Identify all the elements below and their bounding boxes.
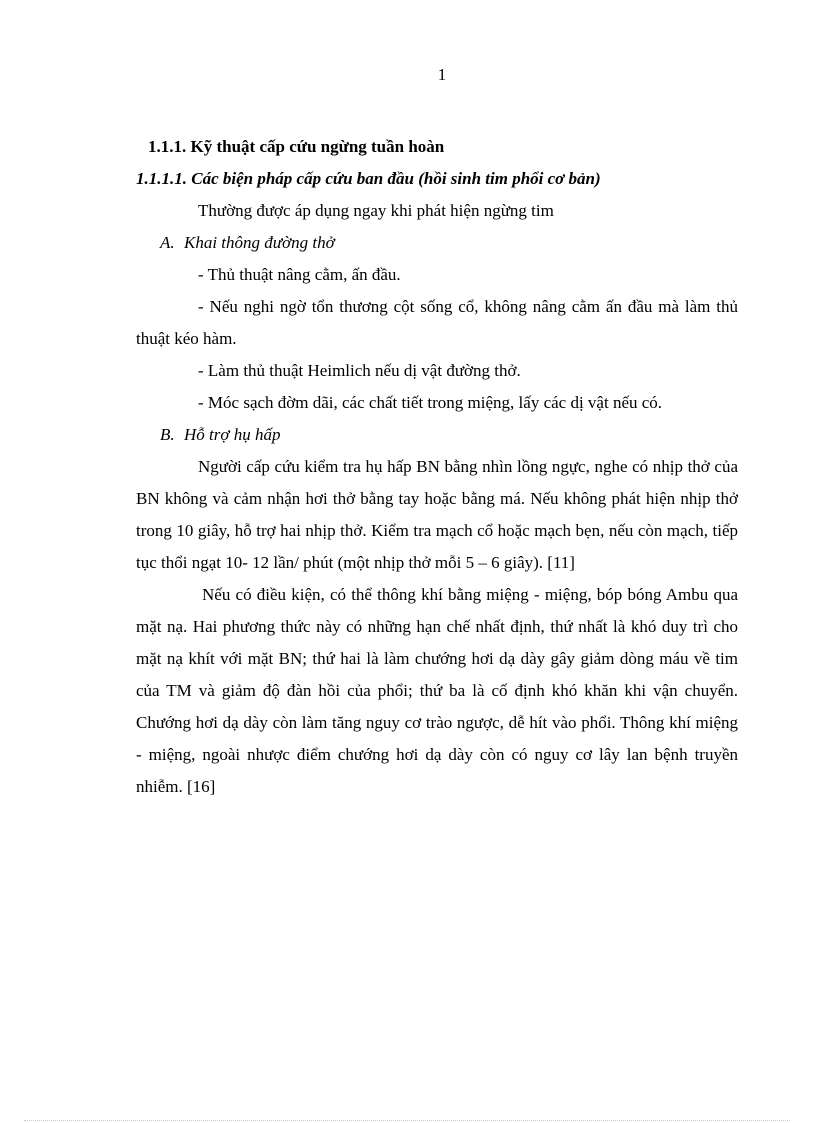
page-content: [136, 131, 738, 803]
page-number: 1: [437, 65, 447, 84]
subsection-heading: 1.1.1.1. Các biện pháp cấp cứu ban đầu (hồi sinh tim phổi cơ bản): [136, 169, 601, 188]
list-item: - Làm thủ thuật Heimlich nếu dị vật đường thở.: [198, 361, 521, 380]
section-b-title: Hỗ trợ hụ hấp: [184, 425, 281, 444]
section-heading: 1.1.1. Kỹ thuật cấp cứu ngừng tuần hoàn: [148, 137, 445, 156]
section-b-letter: B.: [160, 425, 175, 444]
body-paragraph: Người cấp cứu kiểm tra hụ hấp BN bằng nhìn lồng ngực, nghe có nhịp thở của BN không và cảm nhận hơi thở bằng tay hoặc bằng má. Nếu không phát hiện nhịp thở trong 10 giây, hỗ trợ hai nhịp thở. Kiểm tra mạch cổ hoặc mạch bẹn, nếu còn mạch, tiếp tục thổi ngạt 10- 12 lần/ phút (một nhịp thở mỗi 5 – 6 giây). [11]: [136, 457, 738, 572]
list-item: - Nếu nghi ngờ tổn thương cột sống cổ, không nâng cằm ấn đầu mà làm thủ thuật kéo hàm.: [136, 297, 738, 348]
list-item: - Móc sạch đờm dãi, các chất tiết trong miệng, lấy các dị vật nếu có.: [198, 393, 663, 412]
section-a-title: Khai thông đường thở: [184, 233, 335, 252]
body-paragraph: Nếu có điều kiện, có thể thông khí bằng miệng - miệng, bóp bóng Ambu qua mặt nạ. Hai phương thức này có những hạn chế nhất định, thứ nhất là khó duy trì cho mặt nạ khít với mặt BN; thứ hai là làm chướng hơi dạ dày gây giảm dòng máu về tim của TM và giảm độ đàn hồi của phổi; thứ ba là cố định khó khăn khi vận chuyển. Chướng hơi dạ dày còn làm tăng nguy cơ trào ngược, dễ hít vào phổi. Thông khí miệng - miệng, ngoài nhược điểm chướng hơi dạ dày còn có nguy cơ lây lan bệnh truyền nhiễm. [16]: [136, 585, 738, 796]
section-a-letter: A.: [160, 233, 175, 252]
section-a-heading: [136, 227, 738, 259]
list-item: - Thủ thuật nâng cằm, ấn đầu.: [198, 265, 401, 284]
section-b-heading: [136, 419, 738, 451]
intro-text: Thường được áp dụng ngay khi phát hiện ngừng tim: [198, 201, 554, 220]
page-bottom-divider: [24, 1120, 790, 1121]
